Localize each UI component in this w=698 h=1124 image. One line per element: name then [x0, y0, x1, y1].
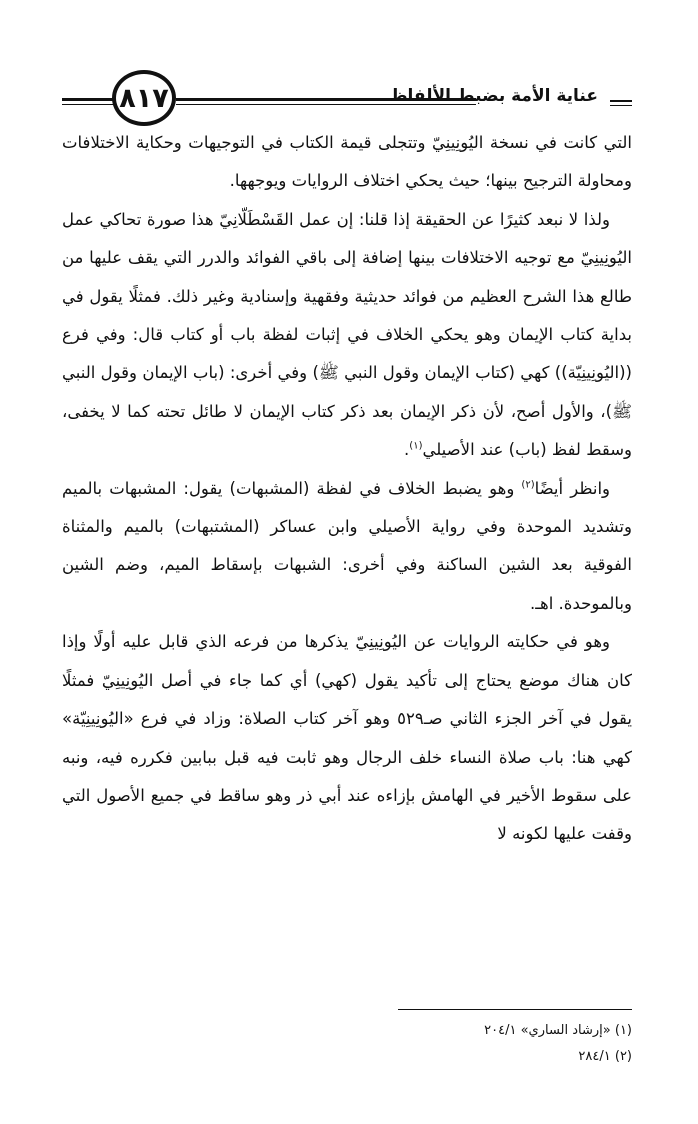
- header-rule: [62, 104, 114, 105]
- footnote-2: (٢) ٢٨٤/١: [578, 1049, 632, 1064]
- paragraph-3-start: وانظر أيضًا: [534, 478, 611, 498]
- paragraph-2: [62, 201, 632, 470]
- header-rule: [610, 100, 632, 102]
- footnote-ref-2: (٢): [521, 479, 535, 491]
- paragraph-3: [62, 470, 632, 624]
- footnotes: [300, 1018, 632, 1070]
- paragraph-2-text: ولذا لا نبعد كثيرًا عن الحقيقة إذا قلنا: إن عمل القَسْطَلّانِيّ هذا صورة تحاكي عمل اليُونِينِيّ مع توجيه الاختلافات بينها إضافة إلى باقي الفوائد والدرر التي يقف عليها من طالع هذا الشرح العظيم من فوائد حديثية وفقهية وإسنادية وغير ذلك. فمثلًا يقول في بداية كتاب الإيمان وهو يحكي الخلاف في إثبات لفظة باب أو كتاب قال: وفي فرع ((اليُونِينِيّة)) كهي (كتاب الإيمان وقول النبي ﷺ) وفي أخرى: (باب الإيمان وقول النبي ﷺ)، والأول أصح، لأن ذكر الإيمان بعد ذكر كتاب الإيمان لا طائل تحته كما لا يخفى، وسقط لفظ (باب) عند الأصيلي: [62, 209, 632, 460]
- footnote-1: (١) «إرشاد الساري» ٢٠٤/١: [484, 1023, 632, 1038]
- paragraph-1: التي كانت في نسخة اليُونِينِيّ وتتجلى قيمة الكتاب في التوجيهات وحكاية الاختلافات ومحاولة الترجيح بينها؛ حيث يحكي اختلاف الروايات ويوجهها.: [62, 133, 632, 191]
- main-text: [62, 124, 632, 854]
- footnote-separator: [398, 1009, 632, 1010]
- page-number: ٨١٧: [112, 70, 176, 126]
- footnote-ref-1: (١): [409, 440, 423, 452]
- paragraph-3-text: وهو يضبط الخلاف في لفظة (المشبهات) يقول: المشبهات بالميم وتشديد الموحدة وفي رواية الأصيلي وابن عساكر (المشتبهات) بالميم والمثناة الفوقية بعد الشين الساكنة وفي أخرى: الشبهات بإسقاط الميم، وضم الشين وبالموحدة. اهـ.: [62, 478, 632, 613]
- header-rule: [610, 105, 632, 106]
- paragraph-2-end: .: [404, 440, 410, 460]
- running-title: عناية الأمة بضبط الألفاظ: [389, 86, 598, 106]
- paragraph-4: وهو في حكايته الروايات عن اليُونِينِيّ يذكرها من فرعه الذي قابل عليه أولًا وإذا كان هناك موضع يحتاج إلى تأكيد يقول (كهي) أي كما جاء في أصل اليُونِينِيّ فمثلًا يقول في آخر الجزء الثاني صـ٥٢٩ وهو آخر كتاب الصلاة: وزاد في فرع «اليُونِينِيّة» كهي هنا: باب صلاة النساء خلف الرجال وهو ثابت فيه قبل ببابين فكرره فيه، ونبه على سقوط الأخير في الهامش بإزاءه عند أبي ذر وهو ساقط في جميع الأصول التي وقفت عليها لكونه لا: [62, 632, 632, 844]
- header-rule: [62, 98, 114, 101]
